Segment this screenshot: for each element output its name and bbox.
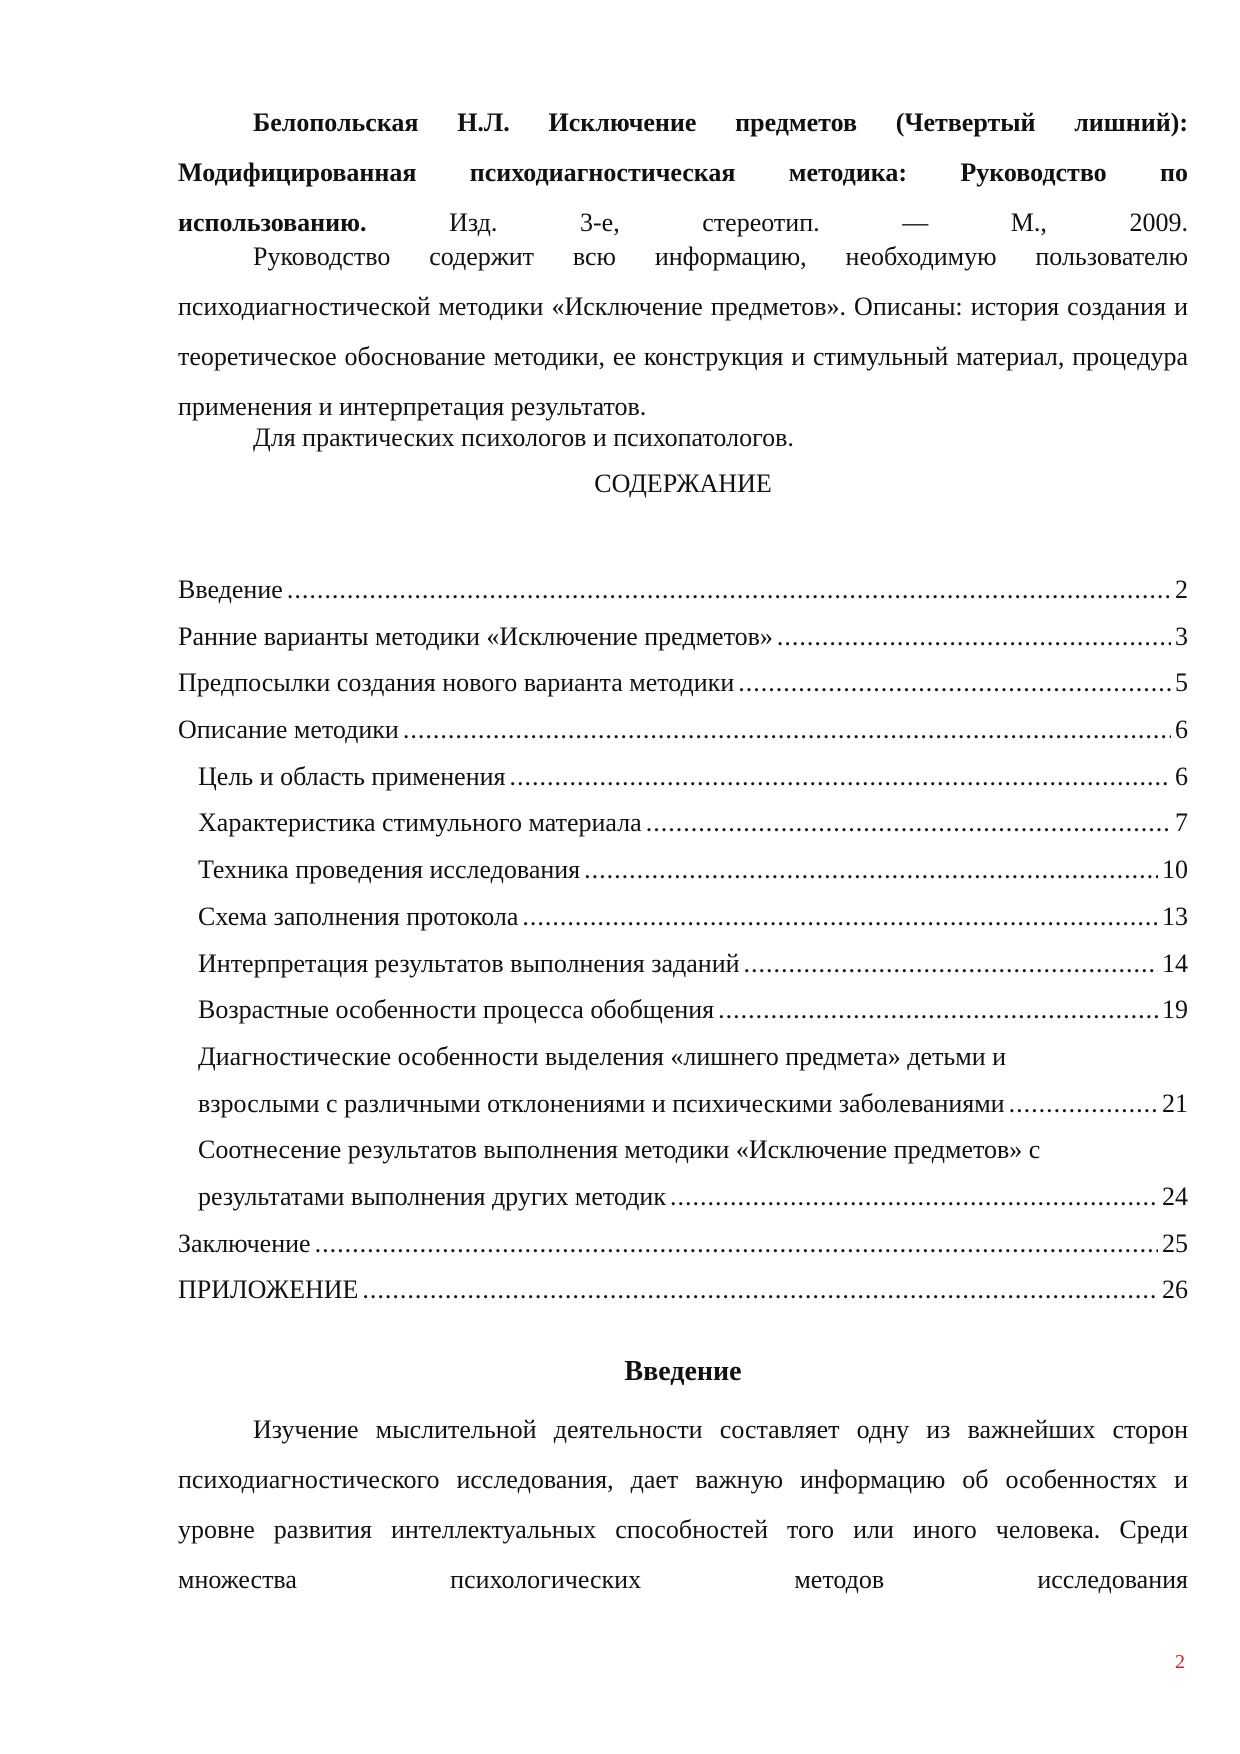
toc-subitem[interactable]: Возрастные особенности процесса обобщения ..... 19: [178, 987, 1188, 1034]
audience-paragraph: Для практических психологов и психопатологов.: [253, 423, 794, 452]
section-heading-intro: Введение: [624, 1356, 742, 1387]
toc-subitem[interactable]: Цель и область применения ..... 6: [178, 754, 1188, 801]
toc-subitem[interactable]: Интерпретация результатов выполнения заданий ..... 14: [178, 941, 1188, 988]
toc-item[interactable]: Предпосылки создания нового варианта методики ..... 5: [178, 660, 1188, 707]
toc-item[interactable]: Описание методики ..... 6: [178, 707, 1188, 754]
toc-heading: СОДЕРЖАНИЕ: [594, 469, 772, 498]
book-title: Белопольская Н.Л. Исключение предметов (Четвертый лишний): Модифицированная психодиагностическая методика: Руководство по использованию.: [178, 108, 1188, 237]
intro-paragraph: Изучение мыслительной деятельности составляет одну из важнейших сторон психодиагностического исследования, дает важную информацию об особенностях и уровне развития интеллектуальных способностей того или иного человека. Среди множества психологических методов исследования: [178, 1415, 1188, 1594]
table-of-contents: [178, 567, 1188, 1314]
book-citation: [178, 98, 1188, 248]
toc-subitem[interactable]: Схема заполнения протокола ..... 13: [178, 894, 1188, 941]
annotation-paragraph: Руководство содержит всю информацию, необходимую пользователю психодиагностической методики «Исключение предметов». Описаны: история создания и теоретическое обоснование методики, ее конструкция и стимульный материал, процедура применения и интерпретация результатов.: [178, 242, 1188, 421]
toc-subitem-line1[interactable]: Соотнесение результатов выполнения методики «Исключение предметов» с: [198, 1135, 1041, 1165]
toc-subitem-line1[interactable]: Диагностические особенности выделения «лишнего предмета» детьми и: [198, 1041, 1007, 1071]
toc-subitem[interactable]: Характеристика стимульного материала ..... 7: [178, 800, 1188, 847]
toc-subitem-line2[interactable]: результатами выполнения других методик ..... 24: [178, 1174, 1188, 1221]
publication-info: Изд. 3-е, стереотип. — М., 2009.: [366, 208, 1188, 237]
toc-subitem[interactable]: Техника проведения исследования ..... 10: [178, 847, 1188, 894]
toc-item[interactable]: ПРИЛОЖЕНИЕ ..... 26: [178, 1267, 1188, 1314]
page-number: 2: [1175, 1651, 1185, 1673]
toc-item[interactable]: Ранние варианты методики «Исключение предметов» ..... 3: [178, 614, 1188, 661]
toc-item[interactable]: Заключение ..... 25: [178, 1221, 1188, 1268]
toc-item[interactable]: Введение ..... 2: [178, 567, 1188, 614]
toc-subitem-line2[interactable]: взрослыми с различными отклонениями и психическими заболеваниями ..... 21: [178, 1081, 1188, 1128]
